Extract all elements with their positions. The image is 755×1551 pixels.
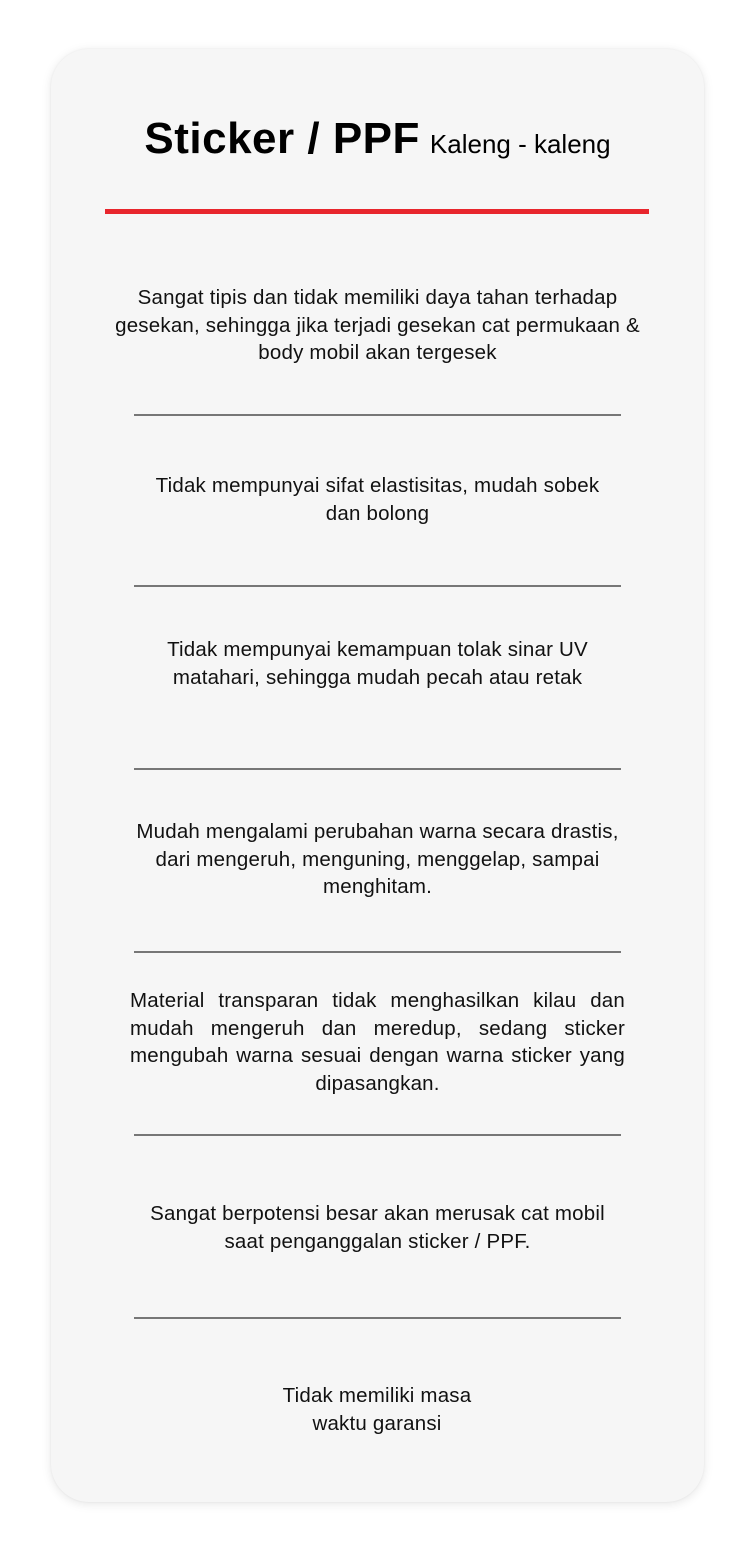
list-item: Mudah mengalami perubahan warna secara drastis, dari mengeruh, menguning, menggelap, sampai menghitam. <box>136 820 619 898</box>
item-divider <box>134 1134 621 1136</box>
list-item: Tidak memiliki masa waktu garansi <box>282 1384 472 1435</box>
accent-divider <box>105 209 649 214</box>
card-title: Sticker / PPF <box>144 114 420 163</box>
card-header <box>0 114 755 164</box>
item-divider <box>134 768 621 770</box>
list-item: Tidak mempunyai kemampuan tolak sinar UV matahari, sehingga mudah pecah atau retak <box>167 638 588 689</box>
card-subtitle: Kaleng - kaleng <box>429 129 611 159</box>
list-item: Sangat berpotensi besar akan merusak cat mobil saat penganggalan sticker / PPF. <box>150 1202 605 1253</box>
item-divider <box>134 1317 621 1319</box>
list-item: Tidak mempunyai sifat elastisitas, mudah sobek dan bolong <box>155 474 600 525</box>
item-divider <box>134 414 621 416</box>
item-divider <box>134 951 621 953</box>
list-item: Material transparan tidak menghasilkan kilau dan mudah mengeruh dan meredup, sedang sticker mengubah warna sesuai dengan warna sticker yang dipasangkan. <box>130 989 625 1095</box>
item-divider <box>134 585 621 587</box>
list-item: Sangat tipis dan tidak memiliki daya tahan terhadap gesekan, sehingga jika terjadi gesekan cat permukaan & body mobil akan tergesek <box>115 286 640 364</box>
comparison-card <box>51 49 704 1502</box>
